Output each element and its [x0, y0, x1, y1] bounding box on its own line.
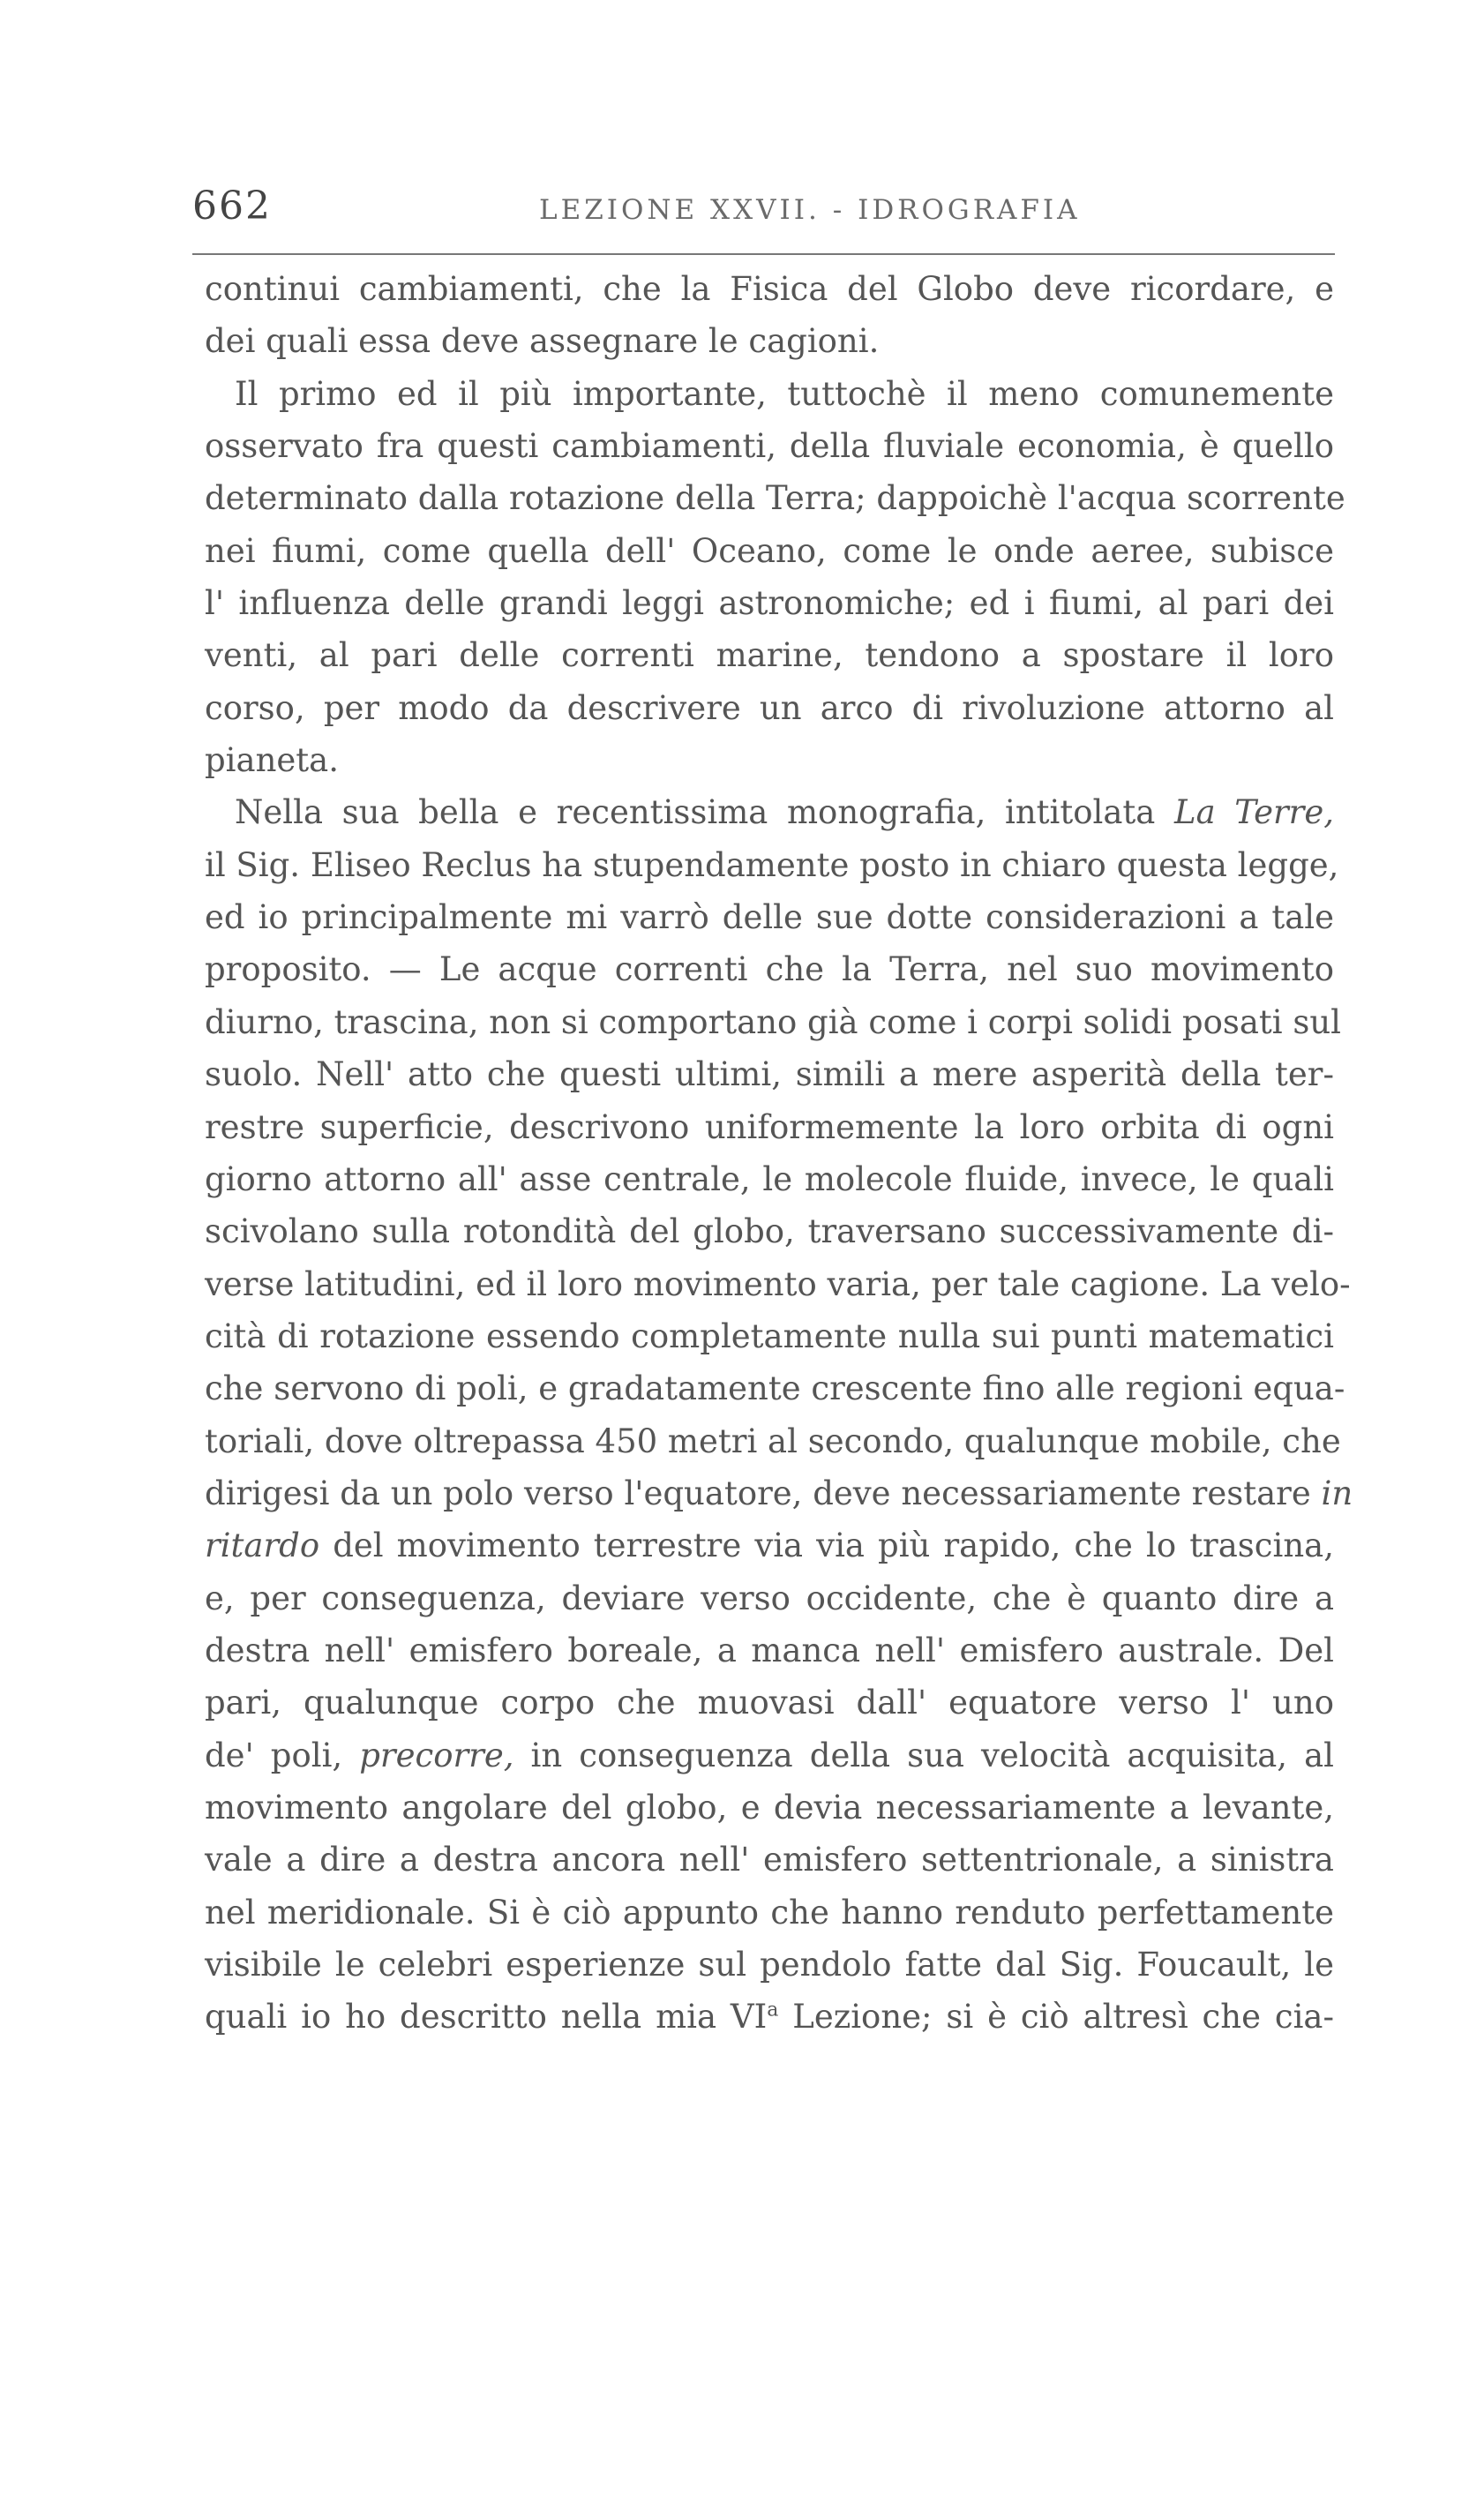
text-line [205, 1991, 1334, 2043]
text-line: e, per conseguenza, deviare verso occidente, che è quanto dire a [205, 1579, 1334, 1617]
text-fragment: in conseguenza della sua velocità acquisita, al [530, 1736, 1334, 1774]
text-line: toriali, dove oltrepassa 450 metri al secondo, qualunque mobile, che [205, 1422, 1341, 1460]
text-line: nel meridionale. Si è ciò appunto che hanno renduto perfettamente [205, 1893, 1334, 1932]
text-line: che servono di poli, e gradatamente crescente fino alle regioni equa- [205, 1369, 1345, 1408]
text-line [205, 1467, 1353, 1519]
text-fragment: del movimento terrestre via via più rapido, che lo trascina, [333, 1527, 1335, 1565]
text-line: pari, qualunque corpo che muovasi dall' equatore verso l' uno [205, 1684, 1334, 1722]
text-fragment: de' poli, [205, 1736, 343, 1774]
text-line: dei quali essa deve assegnare le cagioni. [205, 322, 880, 361]
text-line: nei fiumi, come quella dell' Oceano, come le onde aeree, subisce [205, 531, 1334, 570]
body-text [205, 263, 1353, 2044]
text-line: visibile le celebri esperienze sul pendolo fatte dal Sig. Foucault, le [205, 1946, 1334, 1984]
text-fragment: dirigesi da un polo verso l'equatore, deve necessariamente restare [205, 1474, 1311, 1512]
text-line: l' influenza delle grandi leggi astronomiche; ed i fiumi, al pari dei [205, 584, 1334, 623]
text-line: continui cambiamenti, che la Fisica del Globo deve ricordare, e [205, 270, 1334, 308]
text-line: verse latitudini, ed il loro movimento varia, per tale cagione. La velo- [205, 1264, 1351, 1303]
text-line [205, 786, 1334, 838]
superscript: a [767, 1999, 779, 2022]
text-line: destra nell' emisfero boreale, a manca nell' emisfero australe. Del [205, 1631, 1334, 1669]
text-line: venti, al pari delle correnti marine, tendono a spostare il loro [205, 636, 1334, 675]
text-line: restre superficie, descrivono uniformemente la loro orbita di ogni [205, 1107, 1334, 1146]
section-title: LEZIONE XXVII. - IDROGRAFIA [539, 194, 1081, 226]
text-fragment: quali io ho descritto nella mia VI [205, 1998, 768, 2037]
text-line: vale a dire a destra ancora nell' emisfero settentrionale, a sinistra [205, 1841, 1334, 1879]
italic-word: precorre, [359, 1736, 514, 1774]
text-fragment: Lezione; si è ciò altresì che cia- [792, 1998, 1334, 2037]
text-line [205, 1519, 1334, 1572]
text-line: giorno attorno all' asse centrale, le molecole fluide, invece, le quali [205, 1159, 1334, 1198]
text-line: diurno, trascina, non si comportano già come i corpi solidi posati sul [205, 1002, 1342, 1041]
text-line: osservato fra questi cambiamenti, della fluviale economia, è quello [205, 427, 1334, 466]
italic-word: ritardo [205, 1527, 320, 1565]
italic-title: La Terre, [1174, 793, 1335, 832]
text-line: suolo. Nell' atto che questi ultimi, simili a mere asperità della ter- [205, 1055, 1334, 1094]
text-line: pianeta. [205, 741, 339, 780]
text-line [205, 1729, 1334, 1782]
text-line: il Sig. Eliseo Reclus ha stupendamente posto in chiaro questa legge, [205, 845, 1339, 884]
header-rule [192, 253, 1335, 255]
italic-word: in [1321, 1474, 1353, 1512]
text-line: determinato dalla rotazione della Terra; dappoichè l'acqua scorrente [205, 479, 1345, 518]
text-line: Il primo ed il più importante, tuttochè il meno comunemente [235, 374, 1334, 413]
text-line: ed io principalmente mi varrò delle sue dotte considerazioni a tale [205, 898, 1334, 937]
running-head [192, 184, 1335, 236]
page-number: 662 [192, 184, 272, 229]
text-line: movimento angolare del globo, e devia necessariamente a levante, [205, 1788, 1334, 1827]
text-line: cità di rotazione essendo completamente nulla sui punti matematici [205, 1317, 1334, 1355]
text-line: proposito. — Le acque correnti che la Terra, nel suo movimento [205, 950, 1334, 989]
text-line: corso, per modo da descrivere un arco di rivoluzione attorno al [205, 688, 1334, 727]
text-line: scivolano sulla rotondità del globo, traversano successivamente di- [205, 1212, 1334, 1251]
text-fragment: Nella sua bella e recentissima monografia, intitolata [235, 793, 1156, 832]
